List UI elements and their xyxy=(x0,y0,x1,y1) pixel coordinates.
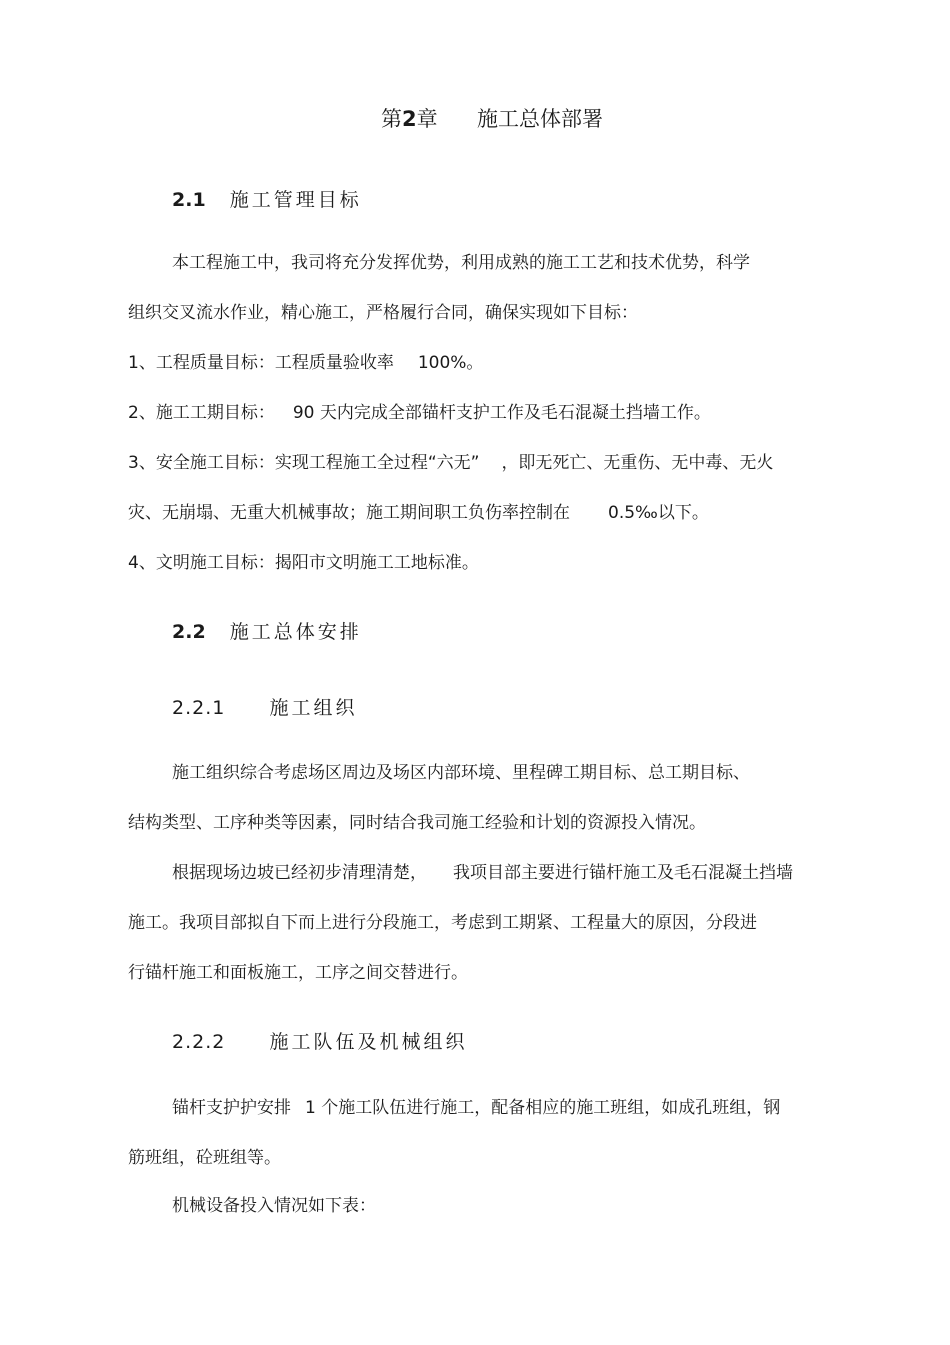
section-2-2-heading xyxy=(172,619,362,645)
paragraph-line xyxy=(172,862,793,884)
paragraph-text: 根据现场边坡已经初步清理清楚， xyxy=(172,863,427,883)
subsection-2-2-1-heading xyxy=(172,695,357,721)
goal-text: 3、安全施工目标：实现工程施工全过程“六无” xyxy=(128,453,480,473)
chapter-number: 2 xyxy=(402,107,417,131)
chapter-prefix: 第 xyxy=(381,107,402,131)
goal-value: 90 天内完成全部锚杆支护工作及毛石混凝土挡墙工作。 xyxy=(292,403,711,423)
goal-civilized: 4、文明施工目标：揭阳市文明施工工地标准。 xyxy=(128,553,479,573)
goal-safety-line2 xyxy=(128,502,709,524)
subsection-title: 施工队伍及机械组织 xyxy=(269,1031,468,1053)
section-title: 施工管理目标 xyxy=(229,189,362,211)
goal-text: 1、工程质量目标：工程质量验收率 xyxy=(128,353,394,373)
chapter-suffix: 章 xyxy=(416,107,438,131)
paragraph-line: 结构类型、工序种类等因素，同时结合我司施工经验和计划的资源投入情况。 xyxy=(128,813,706,833)
chapter-title: 施工总体部署 xyxy=(477,107,603,131)
goal-text: 2、施工工期目标： xyxy=(128,403,275,423)
subsection-number: 2.2.1 xyxy=(172,697,226,719)
goal-text: ，即无死亡、无重伤、无中毒、无火 xyxy=(501,453,774,473)
section-2-1-heading xyxy=(172,187,362,213)
chapter-heading xyxy=(381,105,603,133)
section-number: 2.2 xyxy=(172,621,206,643)
paragraph-line: 筋班组，砼班组等。 xyxy=(128,1148,281,1168)
paragraph-line: 机械设备投入情况如下表： xyxy=(172,1196,376,1216)
paragraph-text: 锚杆支护护安排 xyxy=(172,1098,291,1118)
section-number: 2.1 xyxy=(172,189,206,211)
goal-quality xyxy=(128,352,483,374)
goal-schedule xyxy=(128,402,711,424)
paragraph-line: 本工程施工中，我司将充分发挥优势，利用成熟的施工工艺和技术优势，科学 xyxy=(172,253,750,273)
section-title: 施工总体安排 xyxy=(229,621,362,643)
paragraph-text: 我项目部主要进行锚杆施工及毛石混凝土挡墙 xyxy=(453,863,793,883)
goal-text: 灾、无崩塌、无重大机械事故；施工期间职工负伤率控制在 xyxy=(128,503,570,523)
paragraph-line: 组织交叉流水作业，精心施工，严格履行合同，确保实现如下目标： xyxy=(128,303,638,323)
paragraph-line xyxy=(172,1097,780,1119)
paragraph-line: 施工组织综合考虑场区周边及场区内部环境、里程碑工期目标、总工期目标、 xyxy=(172,763,750,783)
subsection-title: 施工组织 xyxy=(269,697,358,719)
paragraph-text: 1 个施工队伍进行施工，配备相应的施工班组，如成孔班组，钢 xyxy=(305,1098,781,1118)
goal-safety-line1 xyxy=(128,452,773,474)
paragraph-line: 施工。我项目部拟自下而上进行分段施工，考虑到工期紧、工程量大的原因，分段进 xyxy=(128,913,757,933)
goal-value: 0.5‰以下。 xyxy=(608,503,709,523)
subsection-2-2-2-heading xyxy=(172,1029,467,1055)
subsection-number: 2.2.2 xyxy=(172,1031,226,1053)
goal-value: 100%。 xyxy=(417,353,484,373)
paragraph-line: 行锚杆施工和面板施工，工序之间交替进行。 xyxy=(128,963,468,983)
